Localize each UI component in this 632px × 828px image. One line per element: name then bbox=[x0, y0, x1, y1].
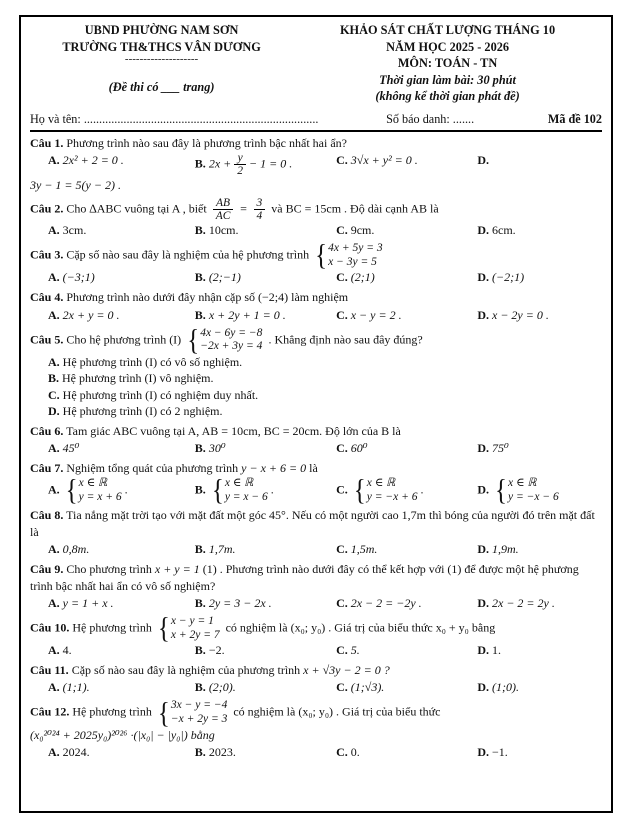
option-text: 45⁰ bbox=[62, 440, 80, 455]
stem-math: x + y = 1 bbox=[154, 562, 200, 577]
question-number: Câu 5. bbox=[30, 331, 64, 346]
option-text: 1,7m. bbox=[208, 542, 236, 557]
option-label: D. bbox=[48, 404, 60, 419]
question-number: Câu 6. bbox=[30, 423, 64, 438]
question-2-options bbox=[30, 222, 602, 239]
option-label: C. bbox=[336, 270, 348, 285]
equation-system bbox=[315, 239, 383, 272]
option-label: C. bbox=[336, 596, 348, 611]
option-label: D. bbox=[477, 643, 489, 658]
option-c bbox=[30, 387, 602, 404]
option-label: A. bbox=[48, 354, 60, 369]
option-text: (1;1). bbox=[62, 680, 90, 695]
option-text: x + 2y + 1 = 0 . bbox=[208, 307, 286, 322]
option-text: y = 1 + x . bbox=[62, 596, 114, 611]
option-label: B. bbox=[48, 371, 60, 386]
option-label: B. bbox=[194, 223, 206, 238]
stem-text: Cho phương trình bbox=[66, 562, 152, 577]
question-3-options bbox=[30, 269, 602, 286]
stem-text: và BC = 15cm . Độ dài cạnh AB là bbox=[271, 201, 439, 216]
equation-system bbox=[353, 474, 418, 507]
stem-text: (1) . Phương trình nào dưới đây có thể kết hợp với (1) để được một hệ phương trình bậc nhất hai ẩn có vô số nghiệm? bbox=[30, 562, 579, 594]
brace: { bbox=[65, 474, 78, 507]
option-text: Hệ phương trình (I) có nghiệm duy nhất. bbox=[62, 387, 259, 402]
question-11-options bbox=[30, 679, 602, 696]
option-label: A. bbox=[48, 440, 60, 455]
equation-line: y = x + 6 bbox=[78, 490, 122, 503]
stem-text: . Khẳng định nào sau đây đúng? bbox=[268, 331, 423, 346]
question-4 bbox=[30, 289, 602, 323]
question-4-options bbox=[30, 307, 602, 324]
option-label: D. bbox=[477, 596, 489, 611]
system-equations bbox=[79, 477, 122, 504]
option-text: 0. bbox=[350, 744, 360, 759]
candidate-info-row bbox=[30, 105, 602, 132]
option-label: A. bbox=[48, 680, 60, 695]
stem-text: có nghiệm là (x₀; y₀) . Giá trị của biểu thức bbox=[233, 704, 441, 719]
option-b bbox=[30, 370, 602, 387]
system-equations bbox=[328, 242, 382, 269]
question-3-stem bbox=[30, 239, 602, 272]
equation-line: y = −x + 6 bbox=[366, 490, 418, 503]
stem-text: có nghiệm là (x₀; y₀) . Giá trị của biểu thức x₀ + y₀ bằng bbox=[225, 620, 496, 635]
question-1 bbox=[30, 135, 602, 194]
equation-line: x ∈ ℝ bbox=[78, 476, 108, 489]
option-text: 6cm. bbox=[492, 223, 516, 238]
question-12-stem bbox=[30, 697, 602, 729]
option-text: x − y = 2 . bbox=[350, 307, 402, 322]
question-11 bbox=[30, 662, 602, 696]
system-equations bbox=[200, 327, 262, 354]
exam-year: NĂM HỌC 2025 - 2026 bbox=[386, 39, 510, 54]
equation-line: 4x − 6y = −8 bbox=[200, 326, 263, 339]
question-number: Câu 9. bbox=[30, 562, 64, 577]
option-c bbox=[336, 541, 477, 558]
question-10 bbox=[30, 612, 602, 659]
option-c bbox=[336, 152, 477, 169]
option-b bbox=[195, 541, 336, 558]
option-d bbox=[477, 474, 602, 507]
system-equations bbox=[225, 477, 268, 504]
option-text: 9cm. bbox=[350, 223, 375, 238]
option-a bbox=[48, 307, 195, 324]
option-label: B. bbox=[194, 643, 206, 658]
option-d bbox=[477, 744, 602, 761]
equation-system bbox=[495, 474, 559, 507]
option-text: (2;1) bbox=[350, 270, 375, 285]
option-d bbox=[477, 595, 602, 612]
question-number: Câu 10. bbox=[30, 620, 70, 635]
option-b bbox=[195, 440, 336, 457]
option-label: C. bbox=[336, 223, 348, 238]
option-text: 2x + y = 0 . bbox=[62, 307, 120, 322]
option-text: 2024. bbox=[62, 744, 90, 759]
option-a bbox=[48, 222, 195, 239]
option-text: 1,5m. bbox=[350, 542, 378, 557]
option-d bbox=[477, 152, 602, 169]
option-text: Hệ phương trình (I) vô nghiệm. bbox=[62, 371, 214, 386]
question-number: Câu 8. bbox=[30, 508, 64, 523]
stem-text: Cho hệ phương trình (I) bbox=[66, 331, 182, 346]
stem-text: là bbox=[309, 460, 318, 475]
option-text: 2y = 3 − 2x . bbox=[208, 596, 272, 611]
exam-page bbox=[19, 15, 613, 813]
option-c bbox=[336, 307, 477, 324]
stem-text: Nghiệm tổng quát của phương trình bbox=[66, 460, 239, 475]
option-label: A. bbox=[48, 596, 60, 611]
option-label: D. bbox=[477, 270, 489, 285]
option-label: B. bbox=[194, 307, 206, 322]
option-label: A. bbox=[48, 223, 60, 238]
question-6-options bbox=[30, 440, 602, 457]
question-6 bbox=[30, 423, 602, 457]
option-label: B. bbox=[194, 596, 206, 611]
fraction-numerator: AB bbox=[213, 197, 234, 210]
question-12-options bbox=[30, 744, 602, 761]
option-a bbox=[48, 152, 195, 169]
brace: { bbox=[187, 324, 200, 357]
option-text: 2x + bbox=[208, 156, 232, 171]
option-c bbox=[336, 595, 477, 612]
period: . bbox=[270, 482, 274, 497]
period: . bbox=[124, 482, 128, 497]
equation-line: −x + 2y = 3 bbox=[170, 713, 228, 726]
option-d bbox=[477, 541, 602, 558]
stem-text: Phương trình nào sau đây là phương trình bậc nhất hai ẩn? bbox=[66, 135, 347, 150]
option-c bbox=[336, 642, 477, 659]
stem-math: x + √3y − 2 = 0 ? bbox=[303, 663, 390, 678]
option-label: A. bbox=[48, 307, 60, 322]
question-7 bbox=[30, 460, 602, 507]
option-text: 2x − 2 = 2y . bbox=[492, 596, 555, 611]
option-label: A. bbox=[48, 744, 60, 759]
option-text: (1;√3). bbox=[350, 680, 385, 695]
header-right bbox=[293, 22, 602, 105]
stem-text: Tam giác ABC vuông tại A, AB = 10cm, BC = 20cm. Độ lớn của B là bbox=[66, 423, 401, 438]
system-equations bbox=[508, 477, 559, 504]
question-number: Câu 12. bbox=[30, 704, 70, 719]
option-label: B. bbox=[194, 680, 206, 695]
option-label: D. bbox=[477, 307, 489, 322]
option-text: (−2;1) bbox=[492, 270, 525, 285]
fraction-denominator: 2 bbox=[237, 165, 243, 178]
option-label: D. bbox=[477, 482, 489, 497]
option-text: x − 2y = 0 . bbox=[492, 307, 549, 322]
question-1-stem bbox=[30, 135, 602, 152]
exam-header bbox=[30, 22, 602, 105]
option-a bbox=[48, 474, 195, 507]
equation-line: x ∈ ℝ bbox=[224, 476, 254, 489]
stem-text: Cho ∆ABC vuông tại A , biết bbox=[66, 201, 207, 216]
option-text: 3√x + y² = 0 . bbox=[350, 153, 418, 167]
stem-text: Cặp số nào sau đây là nghiệm của phương trình bbox=[71, 663, 301, 678]
option-d bbox=[477, 440, 602, 457]
equation-line: x ∈ ℝ bbox=[508, 476, 537, 489]
option-text: Hệ phương trình (I) có vô số nghiệm. bbox=[62, 354, 243, 369]
option-label: B. bbox=[194, 744, 206, 759]
question-number: Câu 3. bbox=[30, 247, 64, 262]
question-2 bbox=[30, 197, 602, 239]
option-b bbox=[195, 222, 336, 239]
option-label: A. bbox=[48, 153, 60, 167]
fraction-denominator: AC bbox=[215, 210, 231, 223]
option-b bbox=[195, 307, 336, 324]
fraction-numerator: 3 bbox=[254, 197, 266, 210]
exam-duration-note: (không kể thời gian phát đề) bbox=[375, 89, 520, 104]
question-4-stem bbox=[30, 289, 602, 306]
option-text: 1,9m. bbox=[492, 542, 519, 557]
candidate-name-label: Họ và tên: ............................................................................. bbox=[30, 111, 319, 126]
exam-code-badge: Mã đề 102 bbox=[547, 111, 602, 126]
option-label: D. bbox=[477, 153, 489, 167]
option-c bbox=[336, 744, 477, 761]
question-1-options bbox=[30, 152, 602, 177]
question-9-stem bbox=[30, 561, 602, 595]
header-divider-dashes: -------------------- bbox=[124, 53, 199, 66]
question-number: Câu 7. bbox=[30, 460, 64, 475]
option-label: D. bbox=[477, 440, 489, 455]
equation-line: 3x − y = −4 bbox=[170, 699, 228, 712]
option-c bbox=[336, 269, 477, 286]
system-equations bbox=[171, 615, 220, 642]
question-10-options bbox=[30, 642, 602, 659]
option-label: C. bbox=[336, 744, 348, 759]
option-label: D. bbox=[477, 680, 489, 695]
option-d bbox=[477, 222, 602, 239]
question-5-stem bbox=[30, 324, 602, 357]
header-left bbox=[30, 22, 293, 105]
option-d bbox=[477, 307, 602, 324]
option-label: B. bbox=[194, 156, 206, 171]
option-label: A. bbox=[48, 643, 60, 658]
option-text: (−3;1) bbox=[62, 270, 95, 285]
option-label: B. bbox=[194, 542, 206, 557]
fraction bbox=[234, 152, 246, 177]
option-label: D. bbox=[477, 223, 489, 238]
option-text: 10cm. bbox=[208, 223, 239, 238]
question-3 bbox=[30, 239, 602, 286]
question-11-stem bbox=[30, 662, 602, 679]
option-d-continued: 3y − 1 = 5(y − 2) . bbox=[30, 178, 121, 193]
option-label: C. bbox=[48, 387, 60, 402]
option-d bbox=[30, 403, 602, 420]
option-text: 60⁰ bbox=[350, 440, 368, 455]
question-8-options bbox=[30, 541, 602, 558]
question-2-stem bbox=[30, 197, 602, 222]
option-label: A. bbox=[48, 270, 60, 285]
option-text: 1. bbox=[492, 643, 501, 658]
option-b bbox=[195, 642, 336, 659]
option-label: C. bbox=[336, 153, 348, 167]
equation-line: y = −x − 6 bbox=[508, 490, 559, 503]
stem-text: Hệ phương trình bbox=[72, 704, 152, 719]
option-b bbox=[195, 269, 336, 286]
option-a bbox=[48, 440, 195, 457]
exam-title: KHẢO SÁT CHẤT LƯỢNG THÁNG 10 bbox=[339, 23, 556, 37]
equals-sign: = bbox=[239, 201, 248, 216]
option-label: B. bbox=[194, 482, 206, 497]
candidate-number-label: Số báo danh: ....... bbox=[386, 111, 475, 126]
option-d bbox=[477, 269, 602, 286]
option-text: (2;−1) bbox=[208, 270, 241, 285]
option-a bbox=[48, 595, 195, 612]
equation-system bbox=[157, 612, 220, 645]
equation-line: x − 3y = 5 bbox=[328, 255, 377, 268]
equation-line: 4x + 5y = 3 bbox=[328, 242, 383, 255]
option-d bbox=[477, 642, 602, 659]
option-label: C. bbox=[336, 680, 348, 695]
equation-system bbox=[187, 324, 263, 357]
fraction-numerator: y bbox=[234, 152, 246, 165]
option-text: 2x − 2 = −2y . bbox=[350, 596, 422, 611]
option-text: − 1 = 0 . bbox=[249, 156, 293, 171]
brace: { bbox=[315, 239, 328, 272]
option-label: B. bbox=[194, 440, 206, 455]
option-label: C. bbox=[336, 440, 348, 455]
equation-system bbox=[157, 697, 228, 729]
brace: { bbox=[353, 474, 366, 507]
header-school: TRƯỜNG TH&THCS VÂN DƯƠNG bbox=[62, 39, 261, 54]
option-a bbox=[48, 744, 195, 761]
option-c bbox=[336, 222, 477, 239]
option-c bbox=[336, 474, 477, 507]
brace: { bbox=[211, 474, 224, 507]
header-page-note: (Đề thi có ___ trang) bbox=[108, 80, 215, 95]
option-text: (1;0). bbox=[492, 680, 519, 695]
option-text: −2. bbox=[208, 643, 225, 658]
option-c bbox=[336, 679, 477, 696]
stem-text: Phương trình nào dưới đây nhận cặp số (−2;4) làm nghiệm bbox=[66, 290, 349, 305]
option-b bbox=[195, 595, 336, 612]
option-a bbox=[30, 354, 602, 371]
option-a bbox=[48, 679, 195, 696]
question-8 bbox=[30, 507, 602, 558]
option-text: (2;0). bbox=[208, 680, 236, 695]
option-c bbox=[336, 440, 477, 457]
question-5 bbox=[30, 324, 602, 420]
option-a bbox=[48, 269, 195, 286]
option-label: C. bbox=[336, 482, 348, 497]
stem-text: Tia nắng mặt trời tạo với mặt đất một góc 45°. Nếu có một người cao 1,7m thì bóng của người đó trên mặt đất là bbox=[30, 508, 595, 540]
question-10-stem bbox=[30, 612, 602, 645]
option-label: A. bbox=[48, 482, 60, 497]
option-b bbox=[195, 744, 336, 761]
period: . bbox=[420, 482, 424, 497]
question-number: Câu 11. bbox=[30, 663, 69, 678]
option-label: C. bbox=[336, 307, 348, 322]
question-number: Câu 2. bbox=[30, 201, 64, 216]
brace: { bbox=[157, 612, 170, 645]
brace: { bbox=[495, 474, 507, 507]
option-a bbox=[48, 541, 195, 558]
fraction bbox=[254, 197, 266, 222]
brace: { bbox=[157, 697, 170, 729]
option-a bbox=[48, 642, 195, 659]
equation-system bbox=[211, 474, 268, 507]
exam-subject: MÔN: TOÁN - TN bbox=[397, 56, 498, 71]
option-label: C. bbox=[336, 643, 348, 658]
question-6-stem bbox=[30, 423, 602, 440]
option-label: D. bbox=[477, 744, 489, 759]
question-number: Câu 4. bbox=[30, 290, 64, 305]
option-b bbox=[194, 474, 336, 507]
question-7-options bbox=[30, 474, 602, 507]
option-label: A. bbox=[48, 542, 60, 557]
stem-text: Hệ phương trình bbox=[72, 620, 152, 635]
equation-line: x + 2y = 7 bbox=[170, 628, 220, 641]
option-text: 30⁰ bbox=[208, 440, 226, 455]
system-equations bbox=[367, 477, 418, 504]
option-label: D. bbox=[477, 542, 489, 557]
option-text: 4. bbox=[62, 643, 72, 658]
equation-line: y = x − 6 bbox=[224, 490, 268, 503]
option-text: 3cm. bbox=[62, 223, 87, 238]
question-number: Câu 1. bbox=[30, 135, 64, 150]
option-b bbox=[195, 679, 336, 696]
fraction bbox=[213, 197, 234, 222]
option-text: 5. bbox=[350, 643, 360, 658]
option-text: Hệ phương trình (I) có 2 nghiệm. bbox=[62, 404, 223, 419]
option-b bbox=[195, 152, 336, 177]
equation-line: −2x + 3y = 4 bbox=[200, 340, 263, 353]
question-8-stem bbox=[30, 507, 602, 541]
exam-duration: Thời gian làm bài: 30 phút bbox=[379, 72, 516, 87]
option-text: 0,8m. bbox=[62, 542, 90, 557]
stem-text: Cặp số nào sau đây là nghiệm của hệ phương trình bbox=[66, 247, 310, 262]
question-9 bbox=[30, 561, 602, 612]
equation-system bbox=[65, 474, 122, 507]
question-7-stem bbox=[30, 460, 602, 477]
option-text: 2x² + 2 = 0 . bbox=[62, 153, 124, 167]
stem-math: y − x + 6 = 0 bbox=[241, 460, 307, 475]
question-12 bbox=[30, 699, 602, 760]
option-text: 75⁰ bbox=[492, 440, 509, 455]
stem-expression: (x₀²⁰²⁴ + 2025y₀)²⁰²⁶ ·(|x₀| − |y₀|) bằng bbox=[30, 727, 215, 742]
equation-line: x − y = 1 bbox=[170, 615, 214, 628]
header-authority: UBND PHƯỜNG NAM SƠN bbox=[84, 23, 239, 37]
equation-line: x ∈ ℝ bbox=[366, 476, 396, 489]
question-9-options bbox=[30, 595, 602, 612]
option-d bbox=[477, 679, 602, 696]
option-text: 2023. bbox=[208, 744, 236, 759]
option-label: B. bbox=[194, 270, 206, 285]
fraction-denominator: 4 bbox=[256, 210, 263, 223]
option-text: −1. bbox=[492, 744, 508, 759]
option-label: C. bbox=[336, 542, 348, 557]
system-equations bbox=[171, 699, 228, 726]
